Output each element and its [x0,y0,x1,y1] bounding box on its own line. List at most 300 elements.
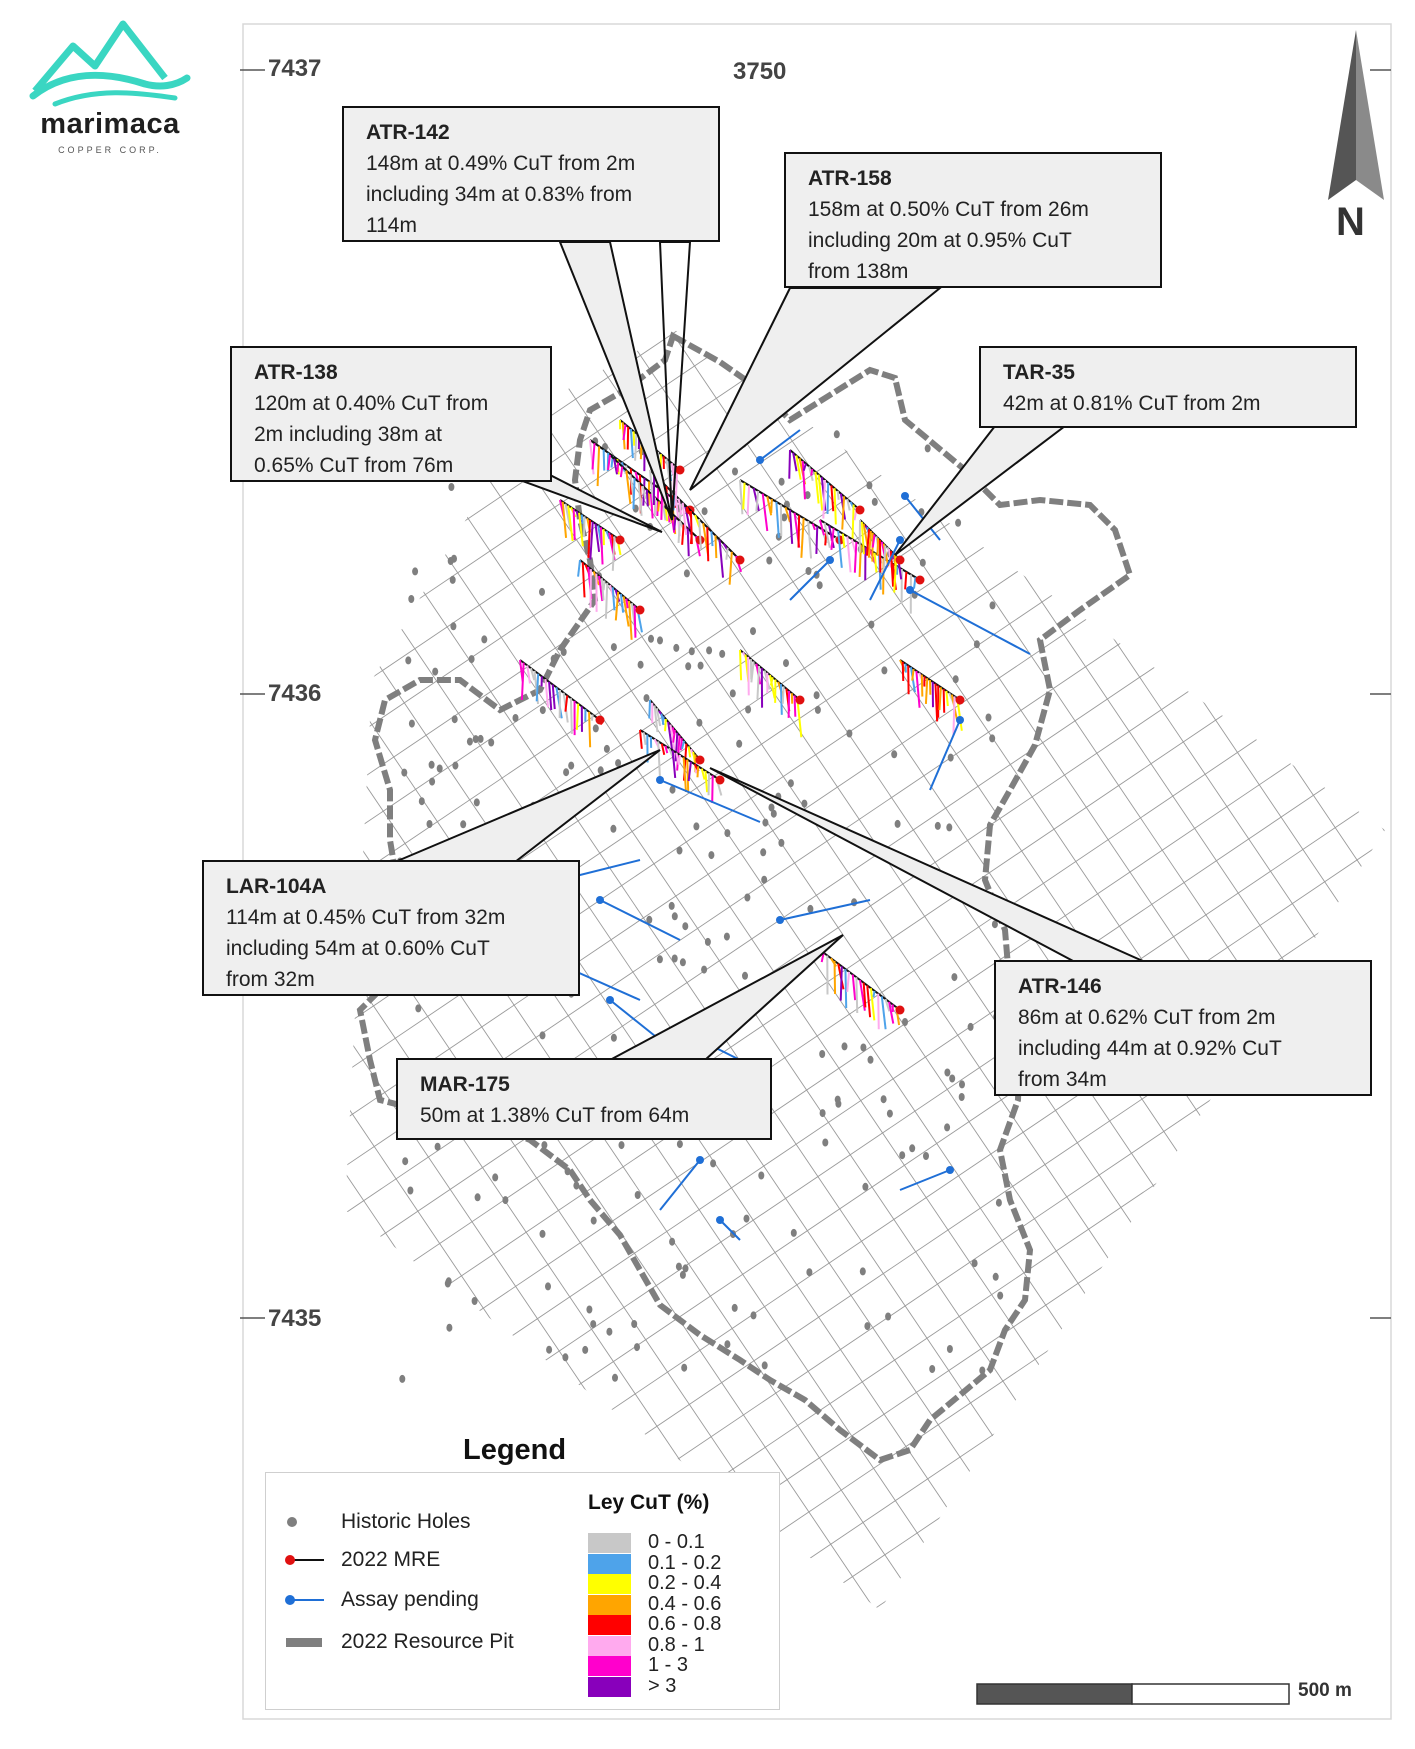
historic-hole [683,1264,689,1272]
grade-bar [629,601,632,640]
historic-hole [791,1229,797,1237]
grade-bar [847,972,849,992]
mre-collar [896,1006,905,1015]
grade-bar [613,587,615,610]
assay-collar [956,716,964,724]
grade-bar [577,704,578,730]
grade-bar [740,480,742,514]
grade-bar [726,548,727,560]
grade-bar [549,682,551,710]
callout-text: 86m at 0.62% CuT from 2m including 44m at 0.92% CuT from 34m [1018,1006,1282,1091]
historic-hole [705,938,711,946]
callout-atr-138 [230,346,552,482]
assay-trace [930,720,960,790]
grade-swatch [588,1595,631,1615]
historic-hole [944,1069,950,1077]
historic-hole [657,955,663,963]
historic-hole [968,1023,974,1031]
grid-line [0,48,1415,1614]
callout-text: 42m at 0.81% CuT from 2m [1003,392,1261,415]
grade-bar [565,695,567,711]
callout-text: 148m at 0.49% CuT from 2m including 34m at 0.83% from 114m [366,152,636,237]
historic-hole [412,567,418,575]
grade-bar [583,562,585,597]
historic-hole [693,822,699,830]
historic-hole [427,820,433,828]
grade-bar [843,534,845,548]
historic-hole [551,655,557,663]
logo-name: marimaca [40,108,180,140]
assay-trace [600,900,680,940]
historic-hole [990,601,996,609]
historic-hole [860,1044,866,1052]
grade-bar [617,463,618,472]
grade-swatch [588,1554,631,1574]
grade-bar [926,678,927,704]
assay-trace [780,900,870,920]
historic-hole [724,1340,730,1348]
scale-label: 500 m [1298,1680,1352,1701]
historic-hole [719,650,725,658]
callout-title: TAR-35 [1003,361,1075,384]
historic-hole [835,1096,841,1104]
historic-hole [885,1313,891,1321]
grade-bar [835,488,836,524]
historic-hole [701,966,707,974]
historic-hole [744,1215,750,1223]
grade-bar [743,483,744,510]
historic-hole [846,730,852,738]
historic-hole [751,1311,757,1319]
historic-hole [864,1322,870,1330]
grade-legend-title: Ley CuT (%) [588,1491,710,1514]
mre-collar [856,506,865,515]
historic-hole [429,761,435,769]
callout-text: 158m at 0.50% CuT from 26m including 20m at 0.95% CuT from 138m [808,198,1089,283]
grade-bar [699,519,701,549]
historic-hole [539,588,545,596]
historic-hole [672,912,678,920]
grade-bar [771,499,772,513]
historic-hole [676,1263,682,1271]
grade-bar [804,464,806,471]
grade-swatch [588,1615,631,1635]
grade-label: 0.6 - 0.8 [648,1613,722,1635]
grade-bar [781,684,782,715]
callout-text: 120m at 0.40% CuT from 2m including 38m at 0.65% CuT from 76m [254,392,489,477]
grade-bar [789,450,790,479]
historic-hole [706,646,712,654]
grade-bar [853,975,855,1001]
historic-hole [732,468,738,476]
historic-hole [475,1193,481,1201]
mre-collar [676,466,685,475]
grade-legend-row [588,1592,808,1615]
grade-bar [856,977,857,1013]
historic-hole [923,1152,929,1160]
assay-collar [826,556,834,564]
grade-bar [916,671,919,708]
grade-label: > 3 [648,1674,677,1697]
grade-bar [882,996,886,1029]
callout-atr-142 [342,106,720,242]
historic-hole [708,851,714,859]
assay-collar [656,776,664,784]
historic-hole [920,559,926,567]
historic-hole [745,706,751,714]
assay-collar [696,1156,704,1164]
grade-bar [905,572,906,590]
grade-bar [571,698,572,734]
historic-hole [834,430,840,438]
historic-hole [989,734,995,742]
historic-hole [469,655,475,663]
grade-bar [616,592,618,621]
assay-collar [901,492,909,500]
company-logo [25,16,195,161]
historic-hole [881,1095,887,1103]
historic-hole [955,519,961,527]
historic-hole [450,622,456,630]
historic-hole [657,636,663,644]
grade-bar [831,485,833,511]
grade-bar [649,700,650,718]
historic-hole [540,1230,546,1238]
grade-swatch [588,1677,631,1697]
grade-bar [707,527,708,561]
grade-bar [944,689,945,713]
grade-bar [712,775,713,803]
historic-hole [672,955,678,963]
historic-hole-icon [287,1517,297,1527]
grade-bar [705,771,707,792]
historic-hole [682,922,688,930]
historic-hole [769,804,775,812]
mountain-logo-icon [25,16,195,111]
grade-swatch [588,1574,631,1594]
historic-hole [788,779,794,787]
grade-legend-row [588,1533,808,1553]
historic-hole [887,1110,893,1118]
grade-bar [852,505,853,543]
grade-bar [640,730,642,749]
historic-hole [631,1320,637,1328]
legend-item-historic: Historic Holes [341,1510,471,1533]
historic-hole [472,1297,478,1305]
callout-text: 50m at 1.38% CuT from 64m [420,1104,690,1127]
callout-atr-158 [784,152,1162,288]
historic-hole [744,894,750,902]
grade-bar [763,494,768,531]
mre-collar [796,696,805,705]
grade-bar [877,538,878,556]
historic-hole [974,640,980,648]
callout-text: 114m at 0.45% CuT from 32m including 54m at 0.60% CuT from 32m [226,906,506,991]
grade-label: 1 - 3 [648,1654,689,1676]
grade-bar [663,716,664,724]
historic-hole [669,902,675,910]
historic-hole [481,635,487,643]
historic-hole [946,823,952,831]
historic-hole [689,647,695,655]
grade-bar [672,463,673,474]
grid-line [0,15,1415,1581]
grade-bar [592,715,593,721]
historic-hole [872,498,878,506]
historic-hole [730,689,736,697]
historic-hole [445,1280,451,1288]
historic-hole [685,662,691,670]
grade-legend-row [588,1674,808,1697]
grade-bar [935,684,937,722]
historic-hole [541,1141,547,1149]
historic-hole [947,1345,953,1353]
grade-bar [845,969,846,1008]
historic-hole [563,768,569,776]
historic-hole [807,905,813,913]
grade-legend-row [588,1551,808,1574]
grade-swatch [588,1636,631,1656]
grade-label: 0.8 - 1 [648,1633,705,1656]
historic-hole [822,1139,828,1147]
grade-bar [687,760,688,793]
historic-hole [612,1374,618,1382]
historic-hole [502,1196,508,1204]
historic-hole [959,1093,965,1101]
historic-hole [478,735,484,743]
grade-bar [697,766,698,777]
historic-hole [696,719,702,727]
grade-bar [635,434,636,461]
leader-mar-175 [610,935,843,1060]
grade-bar [626,599,627,609]
historic-hole [778,839,784,847]
grade-bar [790,510,792,544]
grade-bar [776,502,778,538]
historic-hole [806,567,812,575]
legend-title: Legend [463,1434,567,1466]
grade-bar [811,469,812,476]
mre-collar [636,606,645,615]
historic-hole [545,1282,551,1290]
grade-bar [715,535,716,558]
historic-hole [492,1173,498,1181]
historic-hole [435,1143,441,1151]
grade-bar [939,687,940,710]
grade-bar [835,961,836,994]
grade-legend-row [588,1633,808,1656]
historic-hole [590,1320,596,1328]
historic-hole [710,1159,716,1167]
mre-collar [596,716,605,725]
callout-title: ATR-142 [366,121,450,144]
historic-hole [561,648,567,656]
historic-hole [891,750,897,758]
grade-bar [674,517,675,530]
grade-legend-row [588,1615,808,1635]
grade-bar [914,577,915,588]
historic-hole [815,706,821,714]
assay-collar [906,586,914,594]
historic-hole [953,675,959,683]
historic-hole [993,1273,999,1281]
historic-hole [452,715,458,723]
grade-bar [903,662,904,681]
leader-lar-104a [395,750,660,862]
grade-bar [582,515,583,524]
grade-bar [878,994,879,1030]
callout-title: ATR-138 [254,361,338,384]
historic-hole [899,1151,905,1159]
grade-swatch [588,1533,631,1553]
historic-hole [959,1080,965,1088]
historic-hole [935,822,941,830]
historic-hole [783,659,789,667]
historic-hole [450,576,456,584]
historic-hole [842,1042,848,1050]
historic-hole [448,557,454,565]
historic-hole [405,656,411,664]
historic-hole [648,635,654,643]
historic-hole [766,557,772,565]
historic-hole [817,581,823,589]
grade-label: 0.4 - 0.6 [648,1592,722,1615]
historic-hole [546,1346,552,1354]
grade-bar [665,719,666,731]
historic-hole [979,1367,985,1375]
historic-hole [540,1031,546,1039]
historic-hole [635,1191,641,1199]
historic-hole [591,1217,597,1225]
mre-dot-icon [285,1555,295,1565]
grade-bar [631,429,633,458]
grade-bar [658,501,659,511]
historic-hole [948,754,954,762]
historic-hole [698,662,704,670]
historic-hole [736,740,742,748]
historic-hole [488,739,494,747]
grade-label: 0.2 - 0.4 [648,1572,722,1594]
legend [265,1472,780,1710]
historic-hole [562,1353,568,1361]
historic-hole [513,714,519,722]
historic-hole [619,1141,625,1149]
grade-bar [816,526,817,554]
historic-hole [925,444,931,452]
historic-hole [761,876,767,884]
historic-hole [611,643,617,651]
grade-bar [748,657,749,696]
historic-hole [724,933,730,941]
historic-hole [669,1238,675,1246]
callout-title: MAR-175 [420,1073,510,1096]
grade-bar [730,552,732,585]
grade-bar [604,450,605,471]
mre-collar [696,756,705,765]
assay-collar [776,916,784,924]
callout-lar-104a [202,860,580,996]
easting-label: 3750 [733,58,787,85]
historic-hole [862,1183,868,1191]
historic-hole [474,798,480,806]
legend-item-assay: Assay pending [341,1588,479,1611]
historic-hole [540,706,546,714]
grade-bar [679,755,680,765]
historic-hole [997,1292,1003,1300]
historic-hole [638,661,644,669]
grade-bar [711,531,712,546]
grade-bar [748,485,749,514]
historic-hole [909,1144,915,1152]
historic-hole [868,621,874,629]
historic-hole [573,1182,579,1190]
grade-bar [647,490,648,507]
historic-hole [806,1268,812,1276]
historic-hole [866,481,872,489]
historic-hole [949,1075,955,1083]
historic-hole [902,1018,908,1026]
historic-hole [593,724,599,732]
grade-bar [867,985,870,1017]
historic-hole [448,483,454,491]
historic-hole [611,1034,617,1042]
historic-hole [401,769,407,777]
historic-hole [419,797,425,805]
historic-hole [868,1056,874,1064]
historic-hole [814,691,820,699]
grade-bar [592,443,594,469]
mre-collar [896,556,905,565]
grade-bar [783,686,784,703]
historic-hole [429,778,435,786]
historic-hole [732,1304,738,1312]
historic-hole [586,1306,592,1314]
grade-bar [841,966,842,1000]
historic-hole [929,1365,935,1373]
assay-collar [596,896,604,904]
grade-bar [688,528,689,556]
legend-item-pit: 2022 Resource Pit [341,1630,514,1653]
grade-bar [795,695,796,716]
mre-collar [616,536,625,545]
grade-bar [691,511,692,544]
historic-hole [944,1123,950,1131]
grade-bar [633,478,634,509]
grade-bar [828,483,829,514]
grade-label: 0.1 - 0.2 [648,1551,722,1574]
historic-hole [634,1343,640,1351]
legend-symbols [266,1473,326,1711]
grade-bar [584,516,585,537]
grade-bar [873,991,874,997]
historic-hole [762,1361,768,1369]
historic-hole [677,847,683,855]
historic-hole [895,820,901,828]
grade-bar [634,431,635,445]
grade-bar [740,650,741,680]
historic-hole [402,1157,408,1165]
grade-bar [604,580,605,590]
historic-hole [409,720,415,728]
callout-atr-146 [994,960,1372,1096]
historic-hole [951,973,957,981]
grade-bar [578,560,580,577]
historic-hole [750,627,756,635]
historic-hole [460,820,466,828]
assay-collar [946,1166,954,1174]
historic-hole [677,1140,683,1148]
historic-hole [582,1346,588,1354]
